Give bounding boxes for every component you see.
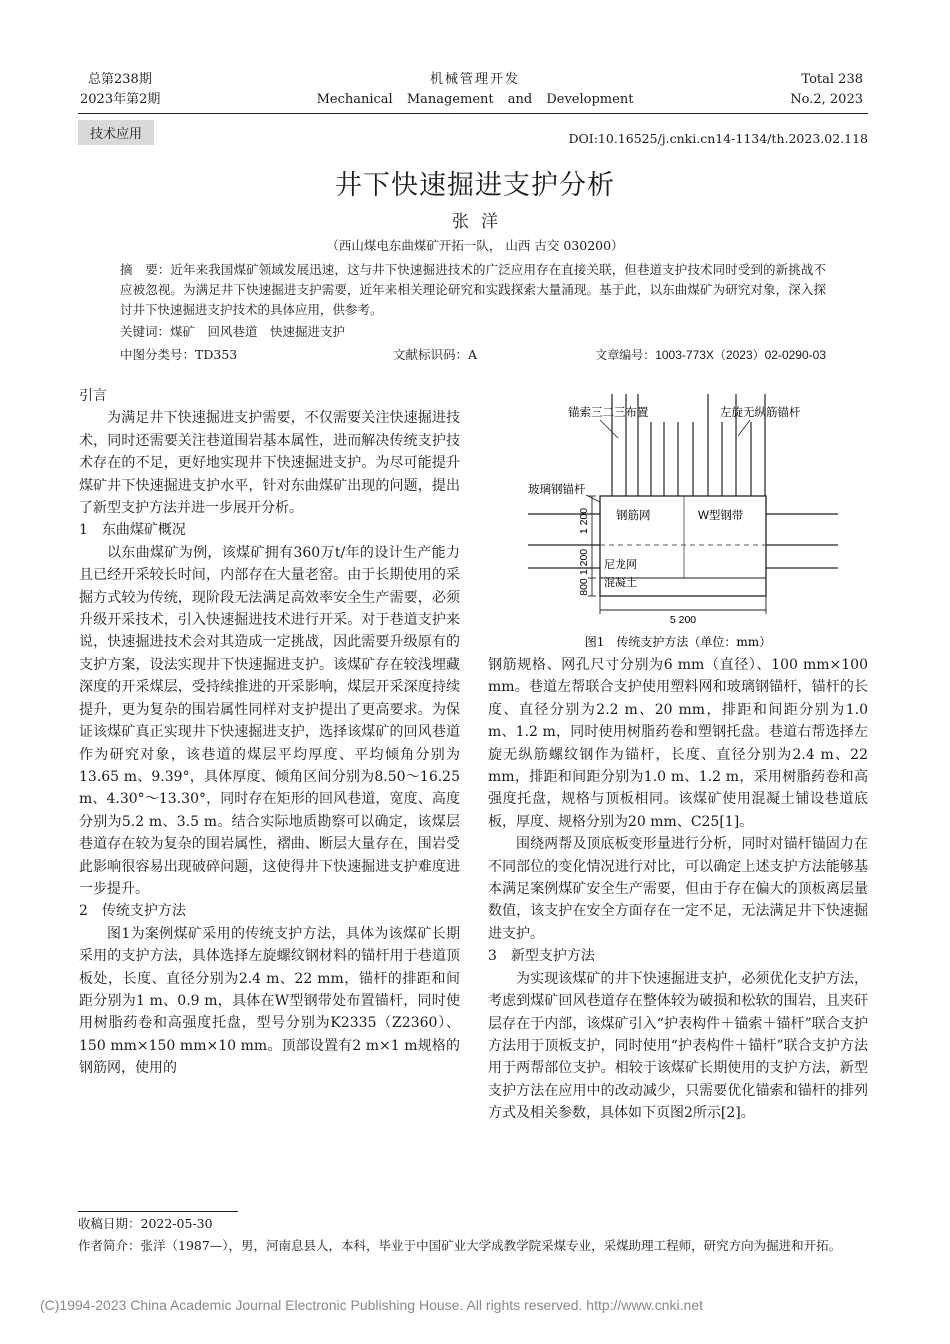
label-left-bolt: 左旋无纵筋锚杆 bbox=[720, 407, 801, 419]
header-issue-cn: 2023年第2期 bbox=[80, 92, 161, 107]
header-rule bbox=[78, 113, 868, 114]
column-tag: 技术应用 bbox=[78, 120, 154, 145]
header-total-en: Total 238 bbox=[801, 72, 863, 87]
doi: DOI:10.16525/j.cnki.cn14-1134/th.2023.02.118 bbox=[568, 131, 868, 146]
dim-1200-lower: 1 200 bbox=[578, 548, 590, 576]
right-paragraph-analysis: 围绕两帮及顶底板变形量进行分析，同时对锚杆锚固力在不同部位的变化情况进行对比，可以确定上述支护方法能够基本满足案例煤矿安全生产需要，但由于存在偏大的顶板离层量数值，该支护在安全方面存在一定不足，无法满足井下快速掘进支护。 bbox=[488, 836, 868, 942]
footnote-rule bbox=[78, 1211, 238, 1212]
keywords: 关键词：煤矿 回风巷道 快速掘进支护 bbox=[120, 324, 346, 339]
section-3-heading: 3 新型支护方法 bbox=[488, 948, 595, 965]
label-steel-mesh: 钢筋网 bbox=[616, 510, 651, 522]
label-anchor-cable: 锚索三二三布置 bbox=[568, 407, 649, 419]
journal-title-cn: 机械管理开发 bbox=[429, 72, 520, 87]
author: 张洋 bbox=[452, 212, 510, 232]
section-1-paragraph: 以东曲煤矿为例，该煤矿拥有360万t/年的设计生产能力且已经开采较长时间，内部存在大量老窑。由于长期使用的采掘方式较为传统，现阶段无法满足高效率安全生产需要，必须升级开采技术，引入快速掘进技术进行开采。对于巷道支护来说，快速掘进技术会对其造成一定挑战，因此需要升级原有的支护方案，设法实现井下快速掘进支护。该煤矿存在较浅埋藏深度的开采煤层，受持续推进的开采影响，煤层开采深度持续提升，更为复杂的围岩属性同样对支护提出了更高要求。为保证该煤矿真正实现井下快速掘进支护，选择该煤矿的回风巷道作为研究对象，该巷道的煤层平均厚度、平均倾角分别为13.65 m、9.39°，具体厚度、倾角区间分别为8.50～16.25 m、4.30°～13.30°，同时存在矩形的回风巷道，宽度、高度分别为5.2 m、3.5 m。结合实际地质勘察可以确定，该煤层巷道存在较为复杂的围岩属性，褶曲、断层大量存在，围岩受此影响很容易出现破碎问题，这使得井下快速掘进支护难度进一步提升。 bbox=[79, 544, 460, 897]
author-bio: 作者简介：张洋（1987—），男，河南息县人，本科，毕业于中国矿业大学成教学院采煤专业，采煤助理工程师，研究方向为掘进和开拓。 bbox=[78, 1238, 842, 1253]
label-concrete: 混凝土 bbox=[604, 577, 637, 589]
label-frp-bolt: 玻璃钢锚杆 bbox=[528, 484, 586, 496]
doc-code: 文献标识码：A bbox=[393, 347, 478, 362]
dim-1200-upper: 1 200 bbox=[578, 507, 590, 535]
dim-5200: 5 200 bbox=[669, 614, 697, 626]
section-2-paragraph: 图1为案例煤矿采用的传统支护方法，具体为该煤矿长期采用的支护方法，具体选择左旋螺纹钢材料的锚杆用于巷道顶板处，长度、直径分别为2.4 m、22 mm，锚杆的排距和间距分别为1 m、0.9 m，具体在W型钢带处布置锚杆，同时使用树脂药卷和高强度托盘，型号分别为K2335（Z2360）、150 mm×150 mm×10 mm。顶部设置有2 m×1 m规格的钢筋网，使用的 bbox=[79, 925, 460, 1077]
copyright-line: (C)1994-2023 China Academic Journal Electronic Publishing House. All rights reserved. http://www.cnki.net bbox=[40, 1297, 703, 1313]
intro-paragraph: 为满足井下快速掘进支护需要，不仅需要关注快速掘进技术，同时还需要关注巷道围岩基本属性，进而解决传统支护技术存在的不足，更好地实现井下快速掘进支护。为尽可能提升煤矿井下快速掘进支护水平，针对东曲煤矿出现的问题，提出了新型支护方法并进一步展开分析。 bbox=[79, 410, 460, 517]
article-number: 文章编号：1003-773X（2023）02-0290-03 bbox=[595, 348, 826, 362]
horizontal-dimension bbox=[600, 596, 766, 614]
paper-title: 井下快速掘进支护分析 bbox=[335, 170, 615, 201]
right-column bbox=[488, 654, 868, 1125]
affiliation: （西山煤电东曲煤矿开拓一队， 山西 古交 030200） bbox=[326, 238, 624, 253]
label-nylon-mesh: 尼龙网 bbox=[604, 559, 637, 571]
dim-800: 800 bbox=[578, 578, 590, 596]
figure-caption: 图1 传统支护方法（单位：mm） bbox=[584, 635, 772, 649]
section-3-paragraph: 为实现该煤矿的井下快速掘进支护，必须优化支护方法，考虑到煤矿回风巷道存在整体较为破损和松软的围岩，且夹矸层存在于内部，该煤矿引入“护表构件＋锚索＋锚杆”联合支护方法用于顶板支护，同时使用“护表构件＋锚杆”联合支护方法用于两帮部位支护。相较于该煤矿长期使用的支护方法，新型支护方法在应用中的改动减少，只需要优化锚索和锚杆的排列方式及相关参数，具体如下页图2所示[2]。 bbox=[488, 970, 868, 1122]
label-w-strap: W型钢带 bbox=[698, 510, 744, 522]
section-2-heading: 2 传统支护方法 bbox=[79, 903, 186, 920]
right-side-bolts bbox=[766, 514, 838, 568]
journal-title-en: Mechanical Management and Development bbox=[316, 92, 634, 107]
right-paragraph-continued: 钢筋规格、网孔尺寸分别为6 mm（直径）、100 mm×100 mm。巷道左帮联合支护使用塑料网和玻璃钢锚杆，锚杆的长度、直径分别为2.2 m、20 mm，排距和间距分别为1.0 m、1.2 m，同时使用树脂药卷和塑钢托盘。巷道右帮选择左旋无纵筋螺纹钢作为锚杆，长度、直径分别为2.4 m、22 mm，排距和间距分别为1.0 m、1.2 m，采用树脂药卷和高强度托盘，规格与顶板相同。该煤矿使用混凝土铺设巷道底板，厚度、规格分别为20 mm、C25[1]。 bbox=[488, 657, 868, 830]
section-1-heading: 1 东曲煤矿概况 bbox=[79, 522, 186, 539]
left-column bbox=[79, 385, 460, 1080]
classification: 中图分类号：TD353 bbox=[120, 347, 238, 362]
received-date: 收稿日期：2022-05-30 bbox=[78, 1216, 213, 1231]
abstract: 摘 要：近年来我国煤矿领域发展迅速，这与井下快速掘进技术的广泛应用存在直接关联，但巷道支护技术同时受到的新挑战不应被忽视。为满足井下快速掘进支护需要，近年来相关理论研究和实践探索大量涌现。基于此，以东曲煤矿为研究对象，深入探讨井下快速掘进支护技术的具体应用，供参考。 bbox=[120, 262, 826, 317]
intro-heading: 引言 bbox=[79, 388, 107, 404]
header-issue-en: No.2, 2023 bbox=[790, 92, 863, 107]
figure-1 bbox=[488, 392, 868, 652]
header-total-cn: 总第238期 bbox=[88, 72, 152, 87]
